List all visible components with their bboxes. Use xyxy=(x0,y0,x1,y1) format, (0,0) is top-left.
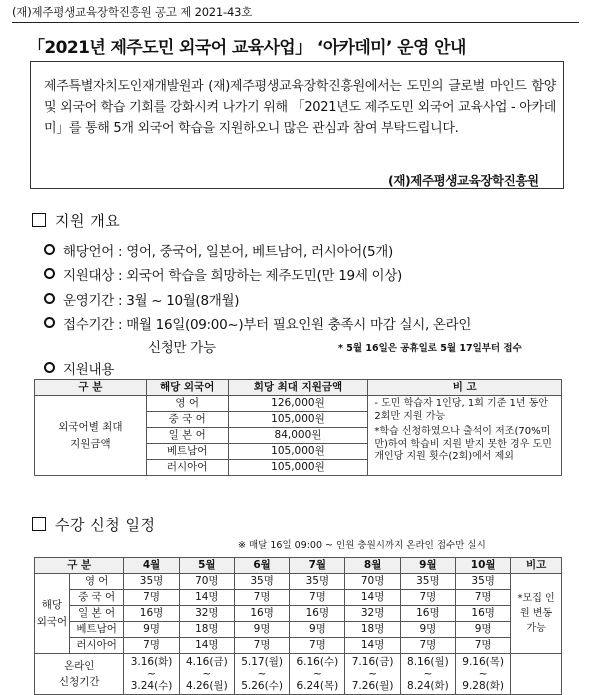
count-cell: 35명 xyxy=(234,574,289,590)
count-cell: 70명 xyxy=(179,574,234,590)
tilde: ~ xyxy=(257,668,267,680)
overview-item-target: 지원대상 : 외국어 학습을 희망하는 제주도민(만 19세 이상) xyxy=(44,264,402,284)
count-cell: 9명 xyxy=(290,622,345,638)
language-cell: 중 국 어 xyxy=(69,590,124,606)
support-label-text: 지원내용 xyxy=(63,362,114,378)
count-cell: 32명 xyxy=(345,606,400,622)
period-start: 6.16(수) xyxy=(296,656,339,668)
overview-item-language: 해당언어 : 영어, 중국어, 일본어, 베트남어, 러시아어(5개) xyxy=(44,240,393,260)
tilde: ~ xyxy=(368,668,378,680)
period-start: 5.17(월) xyxy=(241,656,283,668)
overview-item-period: 운영기간 : 3월 ~ 10월(8개월) xyxy=(44,289,239,309)
table-header-row xyxy=(35,558,562,574)
table-row xyxy=(35,622,562,638)
count-cell: 9명 xyxy=(124,622,179,638)
period-end: 3.24(수) xyxy=(130,680,173,692)
period-remark-cell xyxy=(511,654,562,695)
amount-cell: 126,000원 xyxy=(228,396,368,412)
language-cell: 중 국 어 xyxy=(146,412,228,428)
count-cell: 9명 xyxy=(400,622,455,638)
schedule-table xyxy=(34,557,562,695)
remark-cell xyxy=(368,396,562,476)
column-header: 5월 xyxy=(179,558,234,574)
amount-cell: 105,000원 xyxy=(228,460,368,476)
count-cell: 7명 xyxy=(124,638,179,654)
count-cell: 18명 xyxy=(179,622,234,638)
table-header-row xyxy=(35,380,562,396)
period-end: 5.26(수) xyxy=(241,680,283,692)
count-cell: 35명 xyxy=(124,574,179,590)
overview-item-application-cont: 신청만 가능 xyxy=(148,340,216,356)
period-cell xyxy=(345,654,400,695)
language-cell: 영 어 xyxy=(69,574,124,590)
count-cell: 35명 xyxy=(400,574,455,590)
count-cell: 7명 xyxy=(456,638,511,654)
column-header: 구 분 xyxy=(35,558,124,574)
column-header: 9월 xyxy=(400,558,455,574)
count-cell: 7명 xyxy=(400,638,455,654)
intro-text: 제주특별자치도인재개발원과 (재)제주평생교육장학진흥원에서는 도민의 글로벌 마인드 함양 및 외국어 학습 기회를 강화시켜 나가기 위해 「2021년도 제주도민 외국어 교육사업 - 아카데미」를 통해 5개 외국어 학습을 지원하오니 많은 관심과 참여 부탁드립니다. xyxy=(44,79,556,136)
item-label: 해당언어 xyxy=(63,244,114,260)
column-header: 7월 xyxy=(290,558,345,574)
item-value: 영어, 중국어, 일본어, 베트남어, 러시아어(5개) xyxy=(126,244,393,260)
period-start: 4.16(금) xyxy=(185,656,228,668)
item-label: 접수기간 xyxy=(63,317,114,333)
count-cell: 16명 xyxy=(456,606,511,622)
count-cell: 7명 xyxy=(456,590,511,606)
count-cell: 16명 xyxy=(290,606,345,622)
period-start: 9.16(목) xyxy=(462,656,504,668)
period-cell xyxy=(400,654,455,695)
language-cell: 일 본 어 xyxy=(69,606,124,622)
circle-bullet-icon xyxy=(44,362,55,373)
header-divider xyxy=(12,22,579,23)
holiday-note: * 5월 16일은 공휴일로 5월 17일부터 접수 xyxy=(338,343,522,354)
count-cell: 7명 xyxy=(290,590,345,606)
table-row xyxy=(35,606,562,622)
period-end: 9.28(화) xyxy=(462,680,504,692)
schedule-note: ※ 매달 16일 09:00 ~ 인원 충원시까지 온라인 접수만 실시 xyxy=(238,540,486,551)
circle-bullet-icon xyxy=(44,268,55,279)
amount-cell: 105,000원 xyxy=(228,412,368,428)
column-header: 해당 외국어 xyxy=(146,380,228,396)
count-cell: 14명 xyxy=(179,638,234,654)
count-cell: 16명 xyxy=(400,606,455,622)
count-cell: 9명 xyxy=(456,622,511,638)
count-cell: 7명 xyxy=(124,590,179,606)
language-cell: 러시아어 xyxy=(146,460,228,476)
count-cell: 7명 xyxy=(400,590,455,606)
tilde: ~ xyxy=(478,668,488,680)
column-header: 4월 xyxy=(124,558,179,574)
overview-heading xyxy=(32,210,120,231)
count-cell: 35명 xyxy=(456,574,511,590)
period-start: 7.16(금) xyxy=(351,656,394,668)
item-value: 3월 ~ 10월(8개월) xyxy=(126,293,240,309)
count-cell: 16명 xyxy=(124,606,179,622)
period-cell xyxy=(456,654,511,695)
language-cell: 베트남어 xyxy=(146,444,228,460)
period-end: 8.24(화) xyxy=(407,680,449,692)
remark-line-1: - 도민 학습자 1인당, 1회 기준 1년 동안 2회만 지원 가능 xyxy=(374,398,549,422)
item-value: 매월 16일(09:00~)부터 필요인원 충족시 마감 실시, 온라인 xyxy=(126,317,472,333)
count-cell: 9명 xyxy=(234,622,289,638)
table-row xyxy=(35,396,562,412)
column-header: 8월 xyxy=(345,558,400,574)
overview-item-application: 접수기간 : 매월 16일(09:00~)부터 필요인원 충족시 마감 실시, 온라인 xyxy=(44,313,471,333)
count-cell: 14명 xyxy=(345,638,400,654)
period-cell xyxy=(179,654,234,695)
period-cell xyxy=(290,654,345,695)
count-cell: 14명 xyxy=(345,590,400,606)
language-cell: 러시아어 xyxy=(69,638,124,654)
column-header: 구 분 xyxy=(35,380,147,396)
schedule-heading-text: 수강 신청 일정 xyxy=(55,516,156,534)
item-label: 운영기간 xyxy=(63,293,114,309)
tilde: ~ xyxy=(147,668,156,680)
count-cell: 35명 xyxy=(290,574,345,590)
count-cell: 16명 xyxy=(234,606,289,622)
period-cell xyxy=(234,654,289,695)
support-content-label xyxy=(44,358,114,378)
overview-heading-text: 지원 개요 xyxy=(55,212,121,230)
amount-cell: 84,000원 xyxy=(228,428,368,444)
circle-bullet-icon xyxy=(44,293,55,304)
support-table xyxy=(34,379,562,476)
tilde: ~ xyxy=(423,668,433,680)
count-cell: 7명 xyxy=(290,638,345,654)
count-cell: 18명 xyxy=(345,622,400,638)
language-cell: 일 본 어 xyxy=(146,428,228,444)
column-header: 10월 xyxy=(456,558,511,574)
period-end: 6.24(목) xyxy=(296,680,339,692)
signature: (재)제주평생교육장학진흥원 xyxy=(388,173,539,188)
table-row xyxy=(35,574,562,590)
checkbox-square-icon xyxy=(32,517,46,531)
period-end: 4.26(월) xyxy=(185,680,228,692)
period-end: 7.26(월) xyxy=(351,680,394,692)
table-row-period xyxy=(35,654,562,695)
table-row xyxy=(35,638,562,654)
column-header: 비 고 xyxy=(368,380,562,396)
amount-cell: 105,000원 xyxy=(228,444,368,460)
row-group-label: 외국어별 최대 지원금액 xyxy=(35,396,147,476)
circle-bullet-icon xyxy=(44,244,55,255)
count-cell: 7명 xyxy=(234,590,289,606)
remark-cell: *모집 인원 변동 가능 xyxy=(511,574,562,654)
count-cell: 32명 xyxy=(179,606,234,622)
tilde: ~ xyxy=(202,668,212,680)
notice-number: (재)제주평생교육장학진흥원 공고 제 2021-43호 xyxy=(12,5,253,19)
tilde: ~ xyxy=(312,668,322,680)
count-cell: 70명 xyxy=(345,574,400,590)
column-header: 회당 최대 지원금액 xyxy=(228,380,368,396)
table-row xyxy=(35,590,562,606)
count-cell: 7명 xyxy=(234,638,289,654)
page-title: 「2021년 제주도민 외국어 교육사업」 ‘아카데미’ 운영 안내 xyxy=(28,38,466,58)
language-cell: 영 어 xyxy=(146,396,228,412)
schedule-heading xyxy=(32,514,155,535)
period-start: 8.16(월) xyxy=(407,656,449,668)
checkbox-square-icon xyxy=(32,213,46,227)
item-label: 지원대상 xyxy=(63,268,114,284)
column-header: 6월 xyxy=(234,558,289,574)
period-label: 온라인 신청기간 xyxy=(35,654,124,695)
circle-bullet-icon xyxy=(44,317,55,328)
period-start: 3.16(화) xyxy=(130,656,173,668)
column-header: 비고 xyxy=(511,558,562,574)
remark-line-2: *학습 신청하였으나 출석이 저조(70%미만)하여 학습비 지원 받지 못한 경우 도민 개인당 지원 횟수(2회)에서 제외 xyxy=(374,426,552,462)
row-group-label: 해당 외국어 xyxy=(35,574,70,654)
language-cell: 베트남어 xyxy=(69,622,124,638)
count-cell: 14명 xyxy=(179,590,234,606)
period-cell xyxy=(124,654,179,695)
item-value: 외국어 학습을 희망하는 제주도민(만 19세 이상) xyxy=(126,268,403,284)
